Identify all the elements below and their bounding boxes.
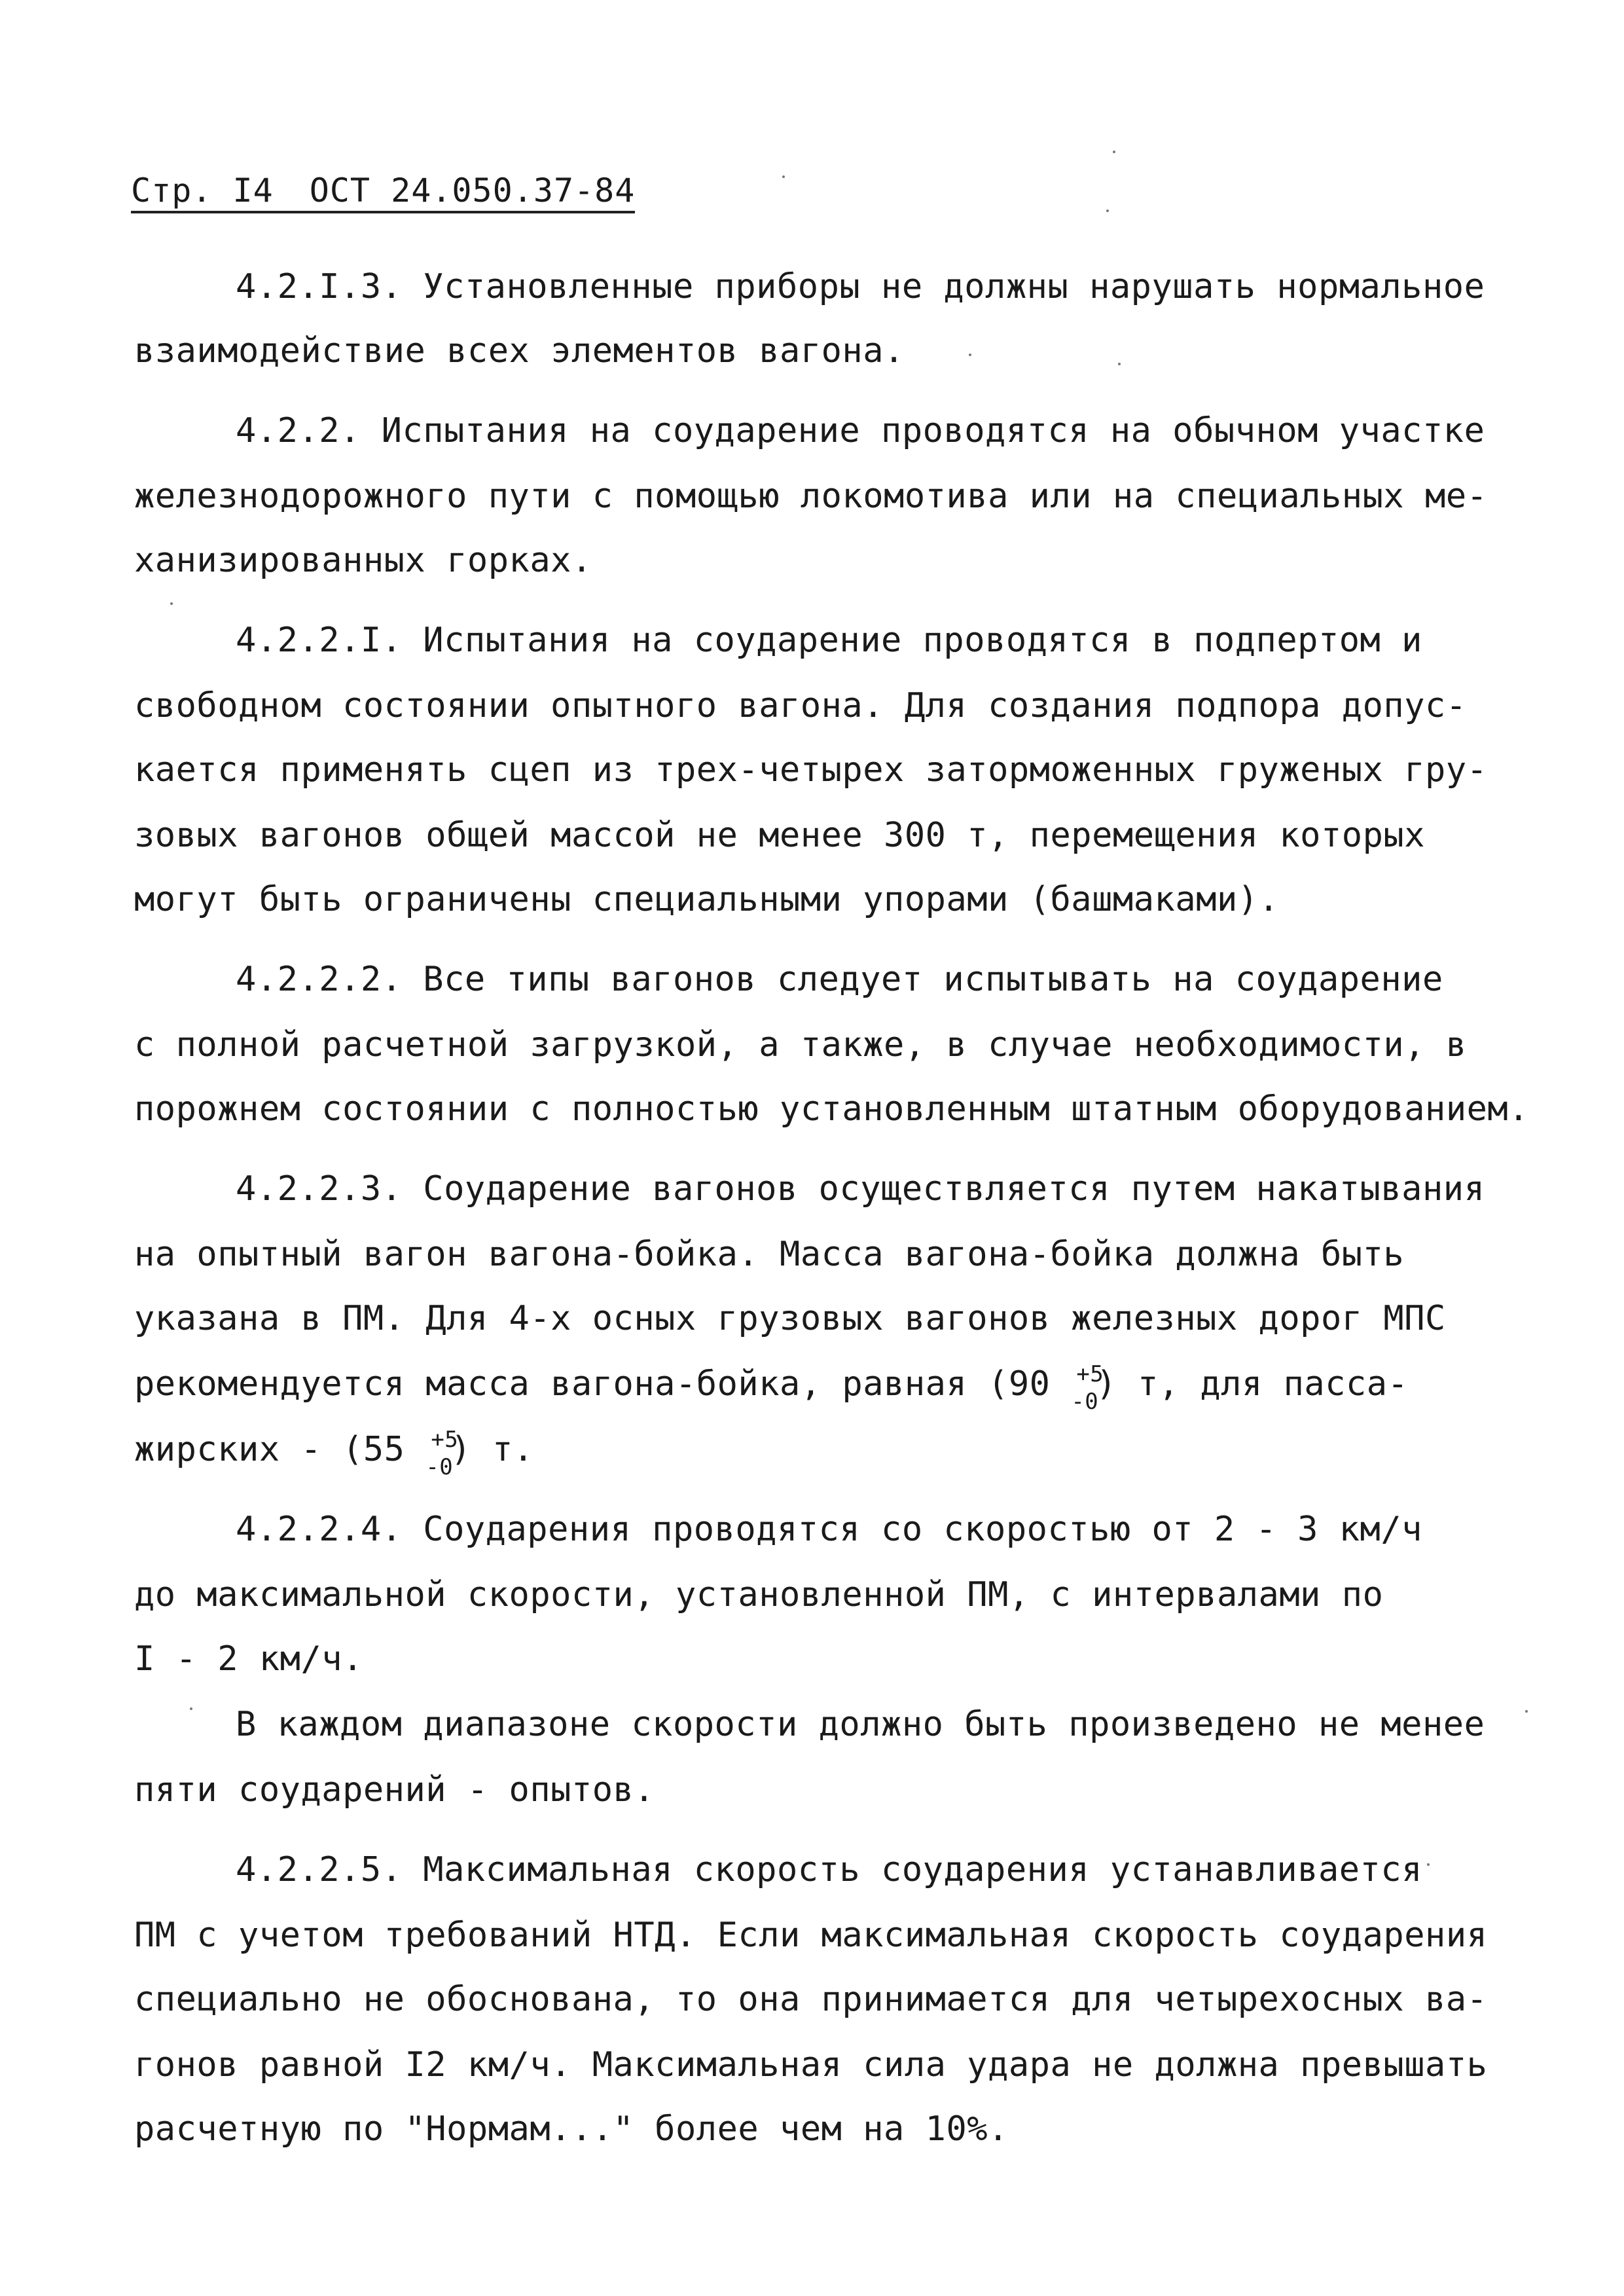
text-line: 4.2.2.4. Соударения проводятся со скоростью от 2 - 3 км/ч <box>236 1510 1422 1549</box>
text-fragment: т. <box>492 1430 534 1469</box>
tolerance-fraction <box>1071 1361 1104 1415</box>
tolerance-upper: +5 <box>1076 1361 1104 1387</box>
text-line: могут быть ограничены специальными упорами (башмаками). <box>134 880 1280 919</box>
text-line: рекомендуется масса вагона-бойка, равная (90 +5 -0 ) т, для пасса- <box>134 1364 1408 1404</box>
page-number: Стр. I4 <box>131 172 274 210</box>
text-line: 4.2.2.3. Соударение вагонов осуществляется путем накатывания <box>236 1169 1485 1209</box>
text-line: 4.2.2.2. Все типы вагонов следует испытывать на соударение <box>236 960 1443 999</box>
scan-speck <box>1106 210 1109 212</box>
text-line: железнодорожного пути с помощью локомотива или на специальных ме- <box>134 477 1488 516</box>
tolerance-fraction <box>425 1427 459 1480</box>
text-line: на опытный вагон вагона-бойка. Масса вагона-бойка должна быть <box>134 1235 1405 1274</box>
text-line: указана в ПМ. Для 4-х осных грузовых вагонов железных дорог МПС <box>134 1299 1446 1338</box>
text-line: ханизированных горках. <box>134 541 592 580</box>
scan-speck <box>782 175 785 178</box>
text-fragment: рекомендуется масса вагона-бойка, равная (90 <box>134 1364 1051 1404</box>
scan-speck <box>1427 1863 1430 1866</box>
text-line: взаимодействие всех элементов вагона. <box>134 331 905 371</box>
scan-speck <box>1113 151 1115 153</box>
text-line: 4.2.2.5. Максимальная скорость соударения устанавливается <box>236 1850 1422 1889</box>
text-line: пяти соударений - опытов. <box>134 1770 655 1810</box>
text-line: В каждом диапазоне скорости должно быть произведено не менее <box>236 1705 1485 1744</box>
text-line: до максимальной скорости, установленной ПМ, с интервалами по <box>134 1575 1384 1614</box>
scan-speck <box>969 354 971 356</box>
text-line: кается применять сцеп из трех-четырех заторможенных груженых гру- <box>134 750 1488 790</box>
text-line: специально не обоснована, то она принимается для четырехосных ва- <box>134 1980 1488 2019</box>
text-line: зовых вагонов общей массой не менее 300 т, перемещения которых <box>134 816 1426 855</box>
scan-speck <box>190 1707 192 1710</box>
text-fragment: т, для пасса- <box>1137 1364 1409 1404</box>
scan-speck <box>170 602 173 605</box>
tolerance-lower: -0 <box>1071 1389 1099 1415</box>
text-fragment: жирских - (55 <box>134 1430 405 1469</box>
text-line: с полной расчетной загрузкой, а также, в случае необходимости, в <box>134 1025 1467 1065</box>
text-line: расчетную по "Нормам..." более чем на 10%. <box>134 2109 1009 2149</box>
text-line: 4.2.I.3. Установленные приборы не должны нарушать нормальное <box>236 267 1485 306</box>
page-header <box>131 172 635 213</box>
text-line: свободном состоянии опытного вагона. Для создания подпора допус- <box>134 686 1467 725</box>
text-line: I - 2 км/ч. <box>134 1639 363 1679</box>
text-line: ПМ с учетом требований НТД. Если максимальная скорость соударения <box>134 1916 1488 1955</box>
text-line: 4.2.2.I. Испытания на соударение проводятся в подпертом и <box>236 621 1422 660</box>
text-line: жирских - (55 +5 -0 ) т. <box>134 1430 534 1470</box>
tolerance-lower: -0 <box>425 1454 454 1480</box>
text-line: гонов равной I2 км/ч. Максимальная сила удара не должна превышать <box>134 2045 1488 2085</box>
scan-speck <box>1525 1710 1528 1713</box>
tolerance-upper: +5 <box>431 1427 459 1453</box>
text-line: 4.2.2. Испытания на соударение проводятся на обычном участке <box>236 411 1485 450</box>
text-line: порожнем состоянии с полностью установленным штатным оборудованием. <box>134 1089 1530 1129</box>
scan-speck <box>1118 363 1121 365</box>
standard-code: ОСТ 24.050.37-84 <box>309 172 636 210</box>
